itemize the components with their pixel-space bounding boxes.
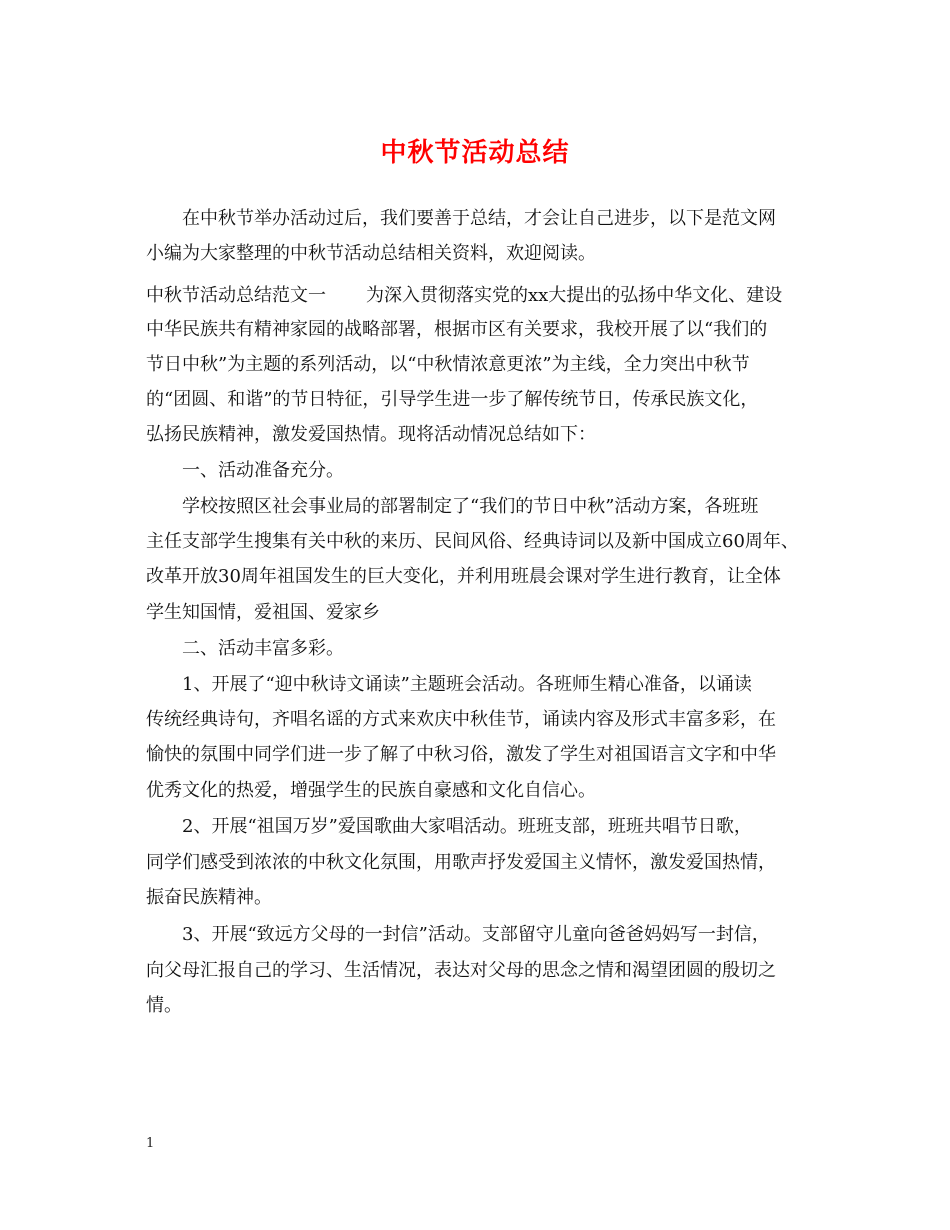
section-heading-line: [146, 285, 782, 307]
section-label: 中秋节活动总结范文一: [146, 285, 326, 306]
body-line: 主任支部学生搜集有关中秋的来历、民间风俗、经典诗词以及新中国成立60周年、: [146, 531, 799, 552]
body-line: 中华民族共有精神家园的战略部署，根据市区有关要求，我校开展了以“我们的: [146, 319, 768, 340]
body-line: 同学们感受到浓浓的中秋文化氛围，用歌声抒发爱国主义情怀，激发爱国热情，: [146, 852, 776, 873]
body-line: 3、开展“致远方父母的一封信”活动。支部留守儿童向爸爸妈妈写一封信，: [182, 924, 770, 945]
body-line: 向父母汇报自己的学习、生活情况，表达对父母的思念之情和渴望团圆的殷切之: [146, 960, 776, 981]
section-first-line-text: 为深入贯彻落实党的xx大提出的弘扬中华文化、建设: [366, 285, 783, 306]
body-line: 愉快的氛围中同学们进一步了解了中秋习俗，激发了学生对祖国语言文字和中华: [146, 744, 776, 765]
intro-line: 小编为大家整理的中秋节活动总结相关资料，欢迎阅读。: [146, 243, 596, 264]
body-line: 情。: [146, 995, 182, 1016]
body-line: 学生知国情，爱祖国、爱家乡: [146, 602, 380, 623]
section-subheading: 一、活动准备充分。: [182, 460, 344, 481]
body-line: 优秀文化的热爱，增强学生的民族自豪感和文化自信心。: [146, 780, 596, 801]
body-line: 1、开展了“迎中秋诗文诵读”主题班会活动。各班师生精心准备，以诵读: [182, 674, 752, 695]
section-subheading: 二、活动丰富多彩。: [182, 638, 344, 659]
body-line: 改革开放30周年祖国发生的巨大变化，并利用班晨会课对学生进行教育，让全体: [146, 566, 781, 587]
body-line: 2、开展“祖国万岁”爱国歌曲大家唱活动。班班支部，班班共唱节日歌，: [182, 816, 752, 837]
body-line: 节日中秋”为主题的系列活动，以“中秋情浓意更浓”为主线，全力突出中秋节: [146, 354, 750, 375]
body-line: 学校按照区社会事业局的部署制定了“我们的节日中秋”活动方案，各班班: [182, 496, 759, 517]
body-line: 振奋民族精神。: [146, 887, 272, 908]
page-number: 1: [146, 1136, 155, 1151]
body-line: 弘扬民族精神，激发爱国热情。现将活动情况总结如下：: [146, 424, 596, 445]
intro-line: 在中秋节举办活动过后，我们要善于总结，才会让自己进步，以下是范文网: [182, 208, 776, 229]
body-line: 的“团圆、和谐”的节日特征，引导学生进一步了解传统节日，传承民族文化，: [146, 389, 759, 410]
body-line: 传统经典诗句，齐唱名谣的方式来欢庆中秋佳节，诵读内容及形式丰富多彩，在: [146, 709, 776, 730]
document-title: 中秋节活动总结: [380, 138, 570, 168]
